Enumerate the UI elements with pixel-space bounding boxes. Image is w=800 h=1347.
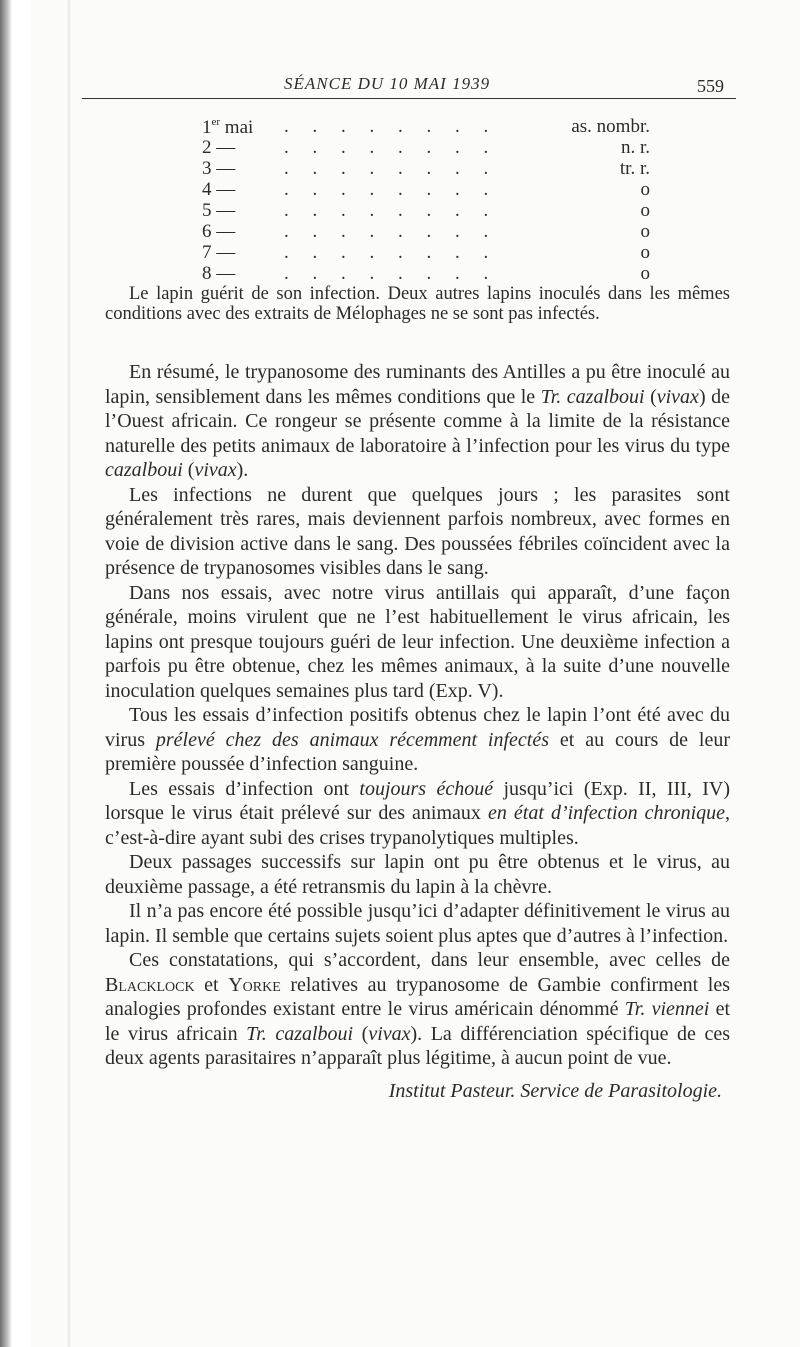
header-rule: [82, 98, 736, 99]
month-label: —: [211, 200, 236, 221]
day-label: [202, 221, 235, 243]
species-name: Tr. cazalboui: [246, 1022, 354, 1045]
month-label: —: [211, 179, 236, 200]
text-run: Ces constatations, qui s’accordent, dans leur ensemble, avec celles de: [129, 949, 730, 971]
table-row: [30, 200, 800, 221]
text-run: Les essais d’infection ont: [129, 777, 360, 800]
author-name: Blacklock: [105, 973, 195, 996]
page-number: 559: [697, 76, 724, 96]
species-name: Tr. cazalboui: [540, 385, 645, 408]
paragraph-adaptation: Il n’a pas encore été possible jusqu’ici d’adapter définitivement le virus au lapin. Il semble que certains sujets soient plus aptes que d’autres à l’infection.: [105, 900, 730, 947]
emphasis: toujours échoué: [359, 777, 494, 800]
species-name: Tr. viennei: [624, 998, 710, 1020]
text-run: et le virus africain: [105, 998, 731, 1045]
text-run: ). La différenciation spécifique de ces deux agents parasitaires n’apparaît plus légitime, à aucun point de vue.: [105, 1022, 730, 1069]
experiment-note: Le lapin guérit de son infection. Deux autres lapins inoculés dans les mêmes conditions avec des extraits de Mélophages ne se sont pas infectés.: [105, 284, 730, 324]
month-label: —: [211, 221, 236, 242]
day-label: [202, 179, 235, 201]
paragraph-failed-trials: [105, 777, 730, 851]
parasite-count-value: n. r.: [620, 137, 650, 158]
month-label: —: [211, 158, 236, 179]
text-run: (: [353, 1022, 369, 1045]
table-row: [30, 242, 800, 263]
emphasis: en état d’infection chronique: [487, 802, 726, 824]
signature: Institut Pasteur. Service de Parasitologie.: [388, 1079, 722, 1102]
leader-dots: . . . . . . . .: [284, 116, 498, 137]
text-run: (: [644, 385, 657, 408]
infection-course-table: [30, 116, 800, 284]
parasite-count-value: o: [640, 221, 650, 242]
species-name: vivax: [656, 385, 699, 408]
book-page: [30, 0, 800, 1347]
text-run: relatives au trypanosome de Gambie confirment les analogies profondes existant entre le virus américain dénommé: [105, 973, 730, 1020]
parasite-count-value: o: [640, 242, 650, 263]
ordinal-suffix: er: [211, 116, 221, 128]
table-row: [30, 221, 800, 242]
paragraph-infections: Les infections ne durent que quelques jours ; les parasites sont généralement très rares, mais deviennent parfois nombreux, avec formes en voie de division active dans le sang. Des poussées fébriles coïncident avec la présence de trypanosomes visibles dans le sang.: [105, 483, 730, 579]
parasite-count-value: o: [640, 200, 650, 221]
leader-dots: . . . . . . . .: [284, 158, 498, 179]
day-label: [202, 200, 235, 222]
paragraph-summary: [105, 360, 730, 483]
parasite-count-value: o: [640, 263, 650, 284]
table-row: [30, 179, 800, 200]
day-label: [202, 242, 235, 264]
author-name: Yorke: [228, 973, 281, 996]
emphasis: prélevé chez des animaux récemment infectés: [155, 728, 550, 751]
day-label: [202, 263, 235, 285]
leader-dots: . . . . . . . .: [284, 200, 498, 221]
text-run: ).: [236, 459, 249, 481]
text-run: jusqu’ici (Exp. II, III, IV) lorsque le virus était prélevé sur des animaux: [105, 777, 730, 824]
leader-dots: . . . . . . . .: [284, 221, 498, 242]
table-row: [30, 158, 800, 179]
text-run: (: [182, 459, 195, 481]
day-number: 8: [202, 263, 212, 284]
leader-dots: . . . . . . . .: [284, 263, 498, 284]
paragraph-conclusion: [105, 948, 730, 1071]
leader-dots: . . . . . . . .: [284, 242, 498, 263]
paragraph-passages: Deux passages successifs sur lapin ont pu être obtenus et le virus, au deuxième passage, a été retransmis du lapin à la chèvre.: [105, 851, 730, 898]
month-label: mai: [220, 117, 254, 138]
scan-edge-shadow: [0, 0, 12, 1347]
day-label: [202, 116, 253, 139]
day-number: 1: [202, 117, 212, 138]
species-name: vivax: [368, 1022, 411, 1045]
table-row: [30, 116, 800, 137]
leader-dots: . . . . . . . .: [284, 179, 498, 200]
day-number: 4: [202, 179, 212, 200]
day-number: 7: [202, 242, 212, 263]
day-number: 2: [202, 137, 212, 158]
day-number: 3: [202, 158, 212, 179]
species-name: cazalboui: [105, 459, 183, 481]
table-row: [30, 137, 800, 158]
leader-dots: . . . . . . . .: [284, 137, 498, 158]
text-run: En résumé, le trypanosome des ruminants des Antilles a pu être inoculé au lapin, sensiblement dans les mêmes conditions que le: [105, 361, 730, 408]
month-label: —: [211, 242, 236, 263]
species-name: vivax: [194, 459, 237, 481]
parasite-count-value: tr. r.: [619, 158, 650, 179]
text-run: ) de l’Ouest africain. Ce rongeur se présente comme à la limite de la résistance naturelle des petits animaux de laboratoire à l’infection pour les virus du type: [105, 385, 730, 457]
month-label: —: [211, 263, 236, 284]
running-head-title: SÉANCE DU 10 MAI 1939: [284, 74, 491, 93]
parasite-count-value: o: [640, 179, 650, 200]
table-row: [30, 263, 800, 284]
parasite-count-value: as. nombr.: [571, 116, 650, 137]
body-text: [105, 284, 730, 1103]
month-label: —: [211, 137, 236, 158]
day-label: [202, 158, 235, 180]
day-label: [202, 137, 235, 159]
paragraph-positive-trials: [105, 703, 730, 777]
text-run: , c’est-à-dire ayant subi des crises trypanolytiques multiples.: [105, 802, 731, 849]
day-number: 6: [202, 221, 212, 242]
paragraph-trials: Dans nos essais, avec notre virus antillais qui apparaît, d’une façon générale, moins virulent que ne l’est habituellement le virus africain, les lapins ont presque toujours guéri de leur infection. Une deuxième infection a parfois pu être obtenue, chez les mêmes animaux, à la suite d’une nouvelle inoculation quelques semaines plus tard (Exp. V).: [105, 581, 730, 702]
text-run: et au cours de leur première poussée d’infection sanguine.: [105, 728, 730, 775]
text-run: et: [194, 973, 229, 996]
day-number: 5: [202, 200, 212, 221]
text-run: Tous les essais d’infection positifs obtenus chez le lapin l’ont été avec du virus: [105, 704, 730, 751]
